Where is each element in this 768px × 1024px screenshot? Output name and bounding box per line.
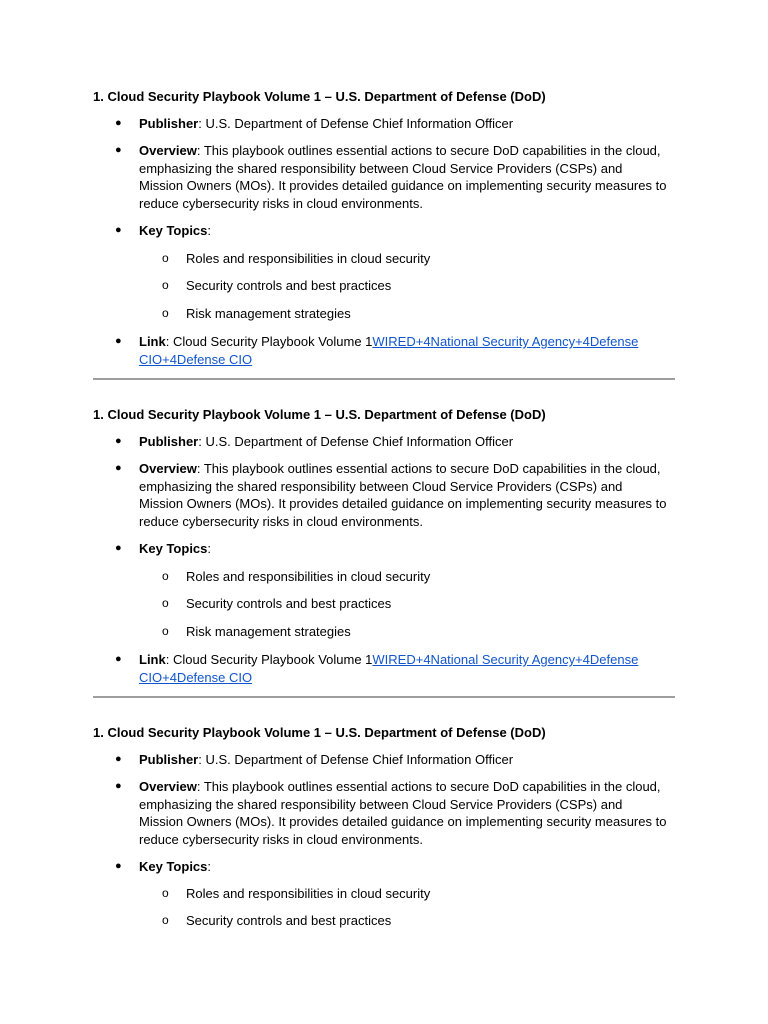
key-topics-text: Key Topics: — [139, 541, 212, 556]
publisher-value: : U.S. Department of Defense Chief Information Officer — [198, 116, 514, 131]
publisher-text — [139, 433, 669, 451]
key-topics-label: Key Topics — [139, 541, 208, 556]
circle-bullet-icon: o — [162, 596, 169, 610]
bullet-icon: ● — [115, 435, 122, 447]
section-title: 1. Cloud Security Playbook Volume 1 – U.S. Department of Defense (DoD) — [93, 407, 546, 422]
circle-bullet-icon: o — [162, 569, 169, 583]
overview-label: Overview — [139, 143, 197, 158]
topic-text: Security controls and best practices — [186, 278, 392, 293]
bullet-icon: ● — [115, 224, 122, 236]
topic-text: Risk management strategies — [186, 306, 351, 321]
bullet-icon: ● — [115, 144, 122, 156]
bullet-icon: ● — [115, 860, 122, 872]
link-label: Link — [139, 652, 166, 667]
publisher-label: Publisher — [139, 116, 199, 131]
section-divider — [93, 696, 675, 698]
circle-bullet-icon: o — [162, 886, 169, 900]
key-topics-text: Key Topics: — [139, 859, 212, 874]
overview-value: : This playbook outlines essential actions to secure DoD capabilities in the cloud, emphasizing the shared responsibility between Cloud Service Providers (CSPs) and Mission Owners (MOs). It provides detailed guidance on implementing security measures to reduce cybersecurity risks in cloud environments. — [139, 461, 667, 529]
section-divider — [93, 378, 675, 380]
key-topics-label: Key Topics — [139, 859, 208, 874]
circle-bullet-icon: o — [162, 251, 169, 265]
overview-label: Overview — [139, 461, 197, 476]
overview-text — [139, 142, 669, 212]
overview-text — [139, 460, 669, 530]
link-text — [139, 651, 669, 686]
overview-value: : This playbook outlines essential actions to secure DoD capabilities in the cloud, emphasizing the shared responsibility between Cloud Service Providers (CSPs) and Mission Owners (MOs). It provides detailed guidance on implementing security measures to reduce cybersecurity risks in cloud environments. — [139, 143, 667, 211]
circle-bullet-icon: o — [162, 306, 169, 320]
bullet-icon: ● — [115, 117, 122, 129]
overview-text — [139, 778, 669, 848]
overview-value: : This playbook outlines essential actions to secure DoD capabilities in the cloud, emphasizing the shared responsibility between Cloud Service Providers (CSPs) and Mission Owners (MOs). It provides detailed guidance on implementing security measures to reduce cybersecurity risks in cloud environments. — [139, 779, 667, 847]
publisher-text — [139, 115, 669, 133]
circle-bullet-icon: o — [162, 278, 169, 292]
link-value: : Cloud Security Playbook Volume 1 — [165, 652, 373, 667]
publisher-label: Publisher — [139, 752, 199, 767]
circle-bullet-icon: o — [162, 913, 169, 927]
topic-text: Roles and responsibilities in cloud security — [186, 251, 431, 266]
topic-text: Risk management strategies — [186, 624, 351, 639]
bullet-icon: ● — [115, 335, 122, 347]
topic-text: Roles and responsibilities in cloud security — [186, 886, 431, 901]
key-topics-label: Key Topics — [139, 223, 208, 238]
link-label: Link — [139, 334, 166, 349]
circle-bullet-icon: o — [162, 624, 169, 638]
bullet-icon: ● — [115, 653, 122, 665]
source-link[interactable]: WIRED+4National Security Agency+4Defense CIO+4Defense CIO — [139, 334, 639, 367]
section-title: 1. Cloud Security Playbook Volume 1 – U.S. Department of Defense (DoD) — [93, 725, 546, 740]
section-title: 1. Cloud Security Playbook Volume 1 – U.S. Department of Defense (DoD) — [93, 89, 546, 104]
link-text — [139, 333, 669, 368]
topic-text: Roles and responsibilities in cloud security — [186, 569, 431, 584]
publisher-label: Publisher — [139, 434, 199, 449]
publisher-text — [139, 751, 669, 769]
key-topics-text: Key Topics: — [139, 223, 212, 238]
bullet-icon: ● — [115, 753, 122, 765]
bullet-icon: ● — [115, 462, 122, 474]
link-value: : Cloud Security Playbook Volume 1 — [165, 334, 373, 349]
topic-text: Security controls and best practices — [186, 596, 392, 611]
bullet-icon: ● — [115, 542, 122, 554]
bullet-icon: ● — [115, 780, 122, 792]
topic-text: Security controls and best practices — [186, 913, 392, 928]
source-link[interactable]: WIRED+4National Security Agency+4Defense CIO+4Defense CIO — [139, 652, 639, 685]
overview-label: Overview — [139, 779, 197, 794]
publisher-value: : U.S. Department of Defense Chief Information Officer — [198, 752, 514, 767]
publisher-value: : U.S. Department of Defense Chief Information Officer — [198, 434, 514, 449]
